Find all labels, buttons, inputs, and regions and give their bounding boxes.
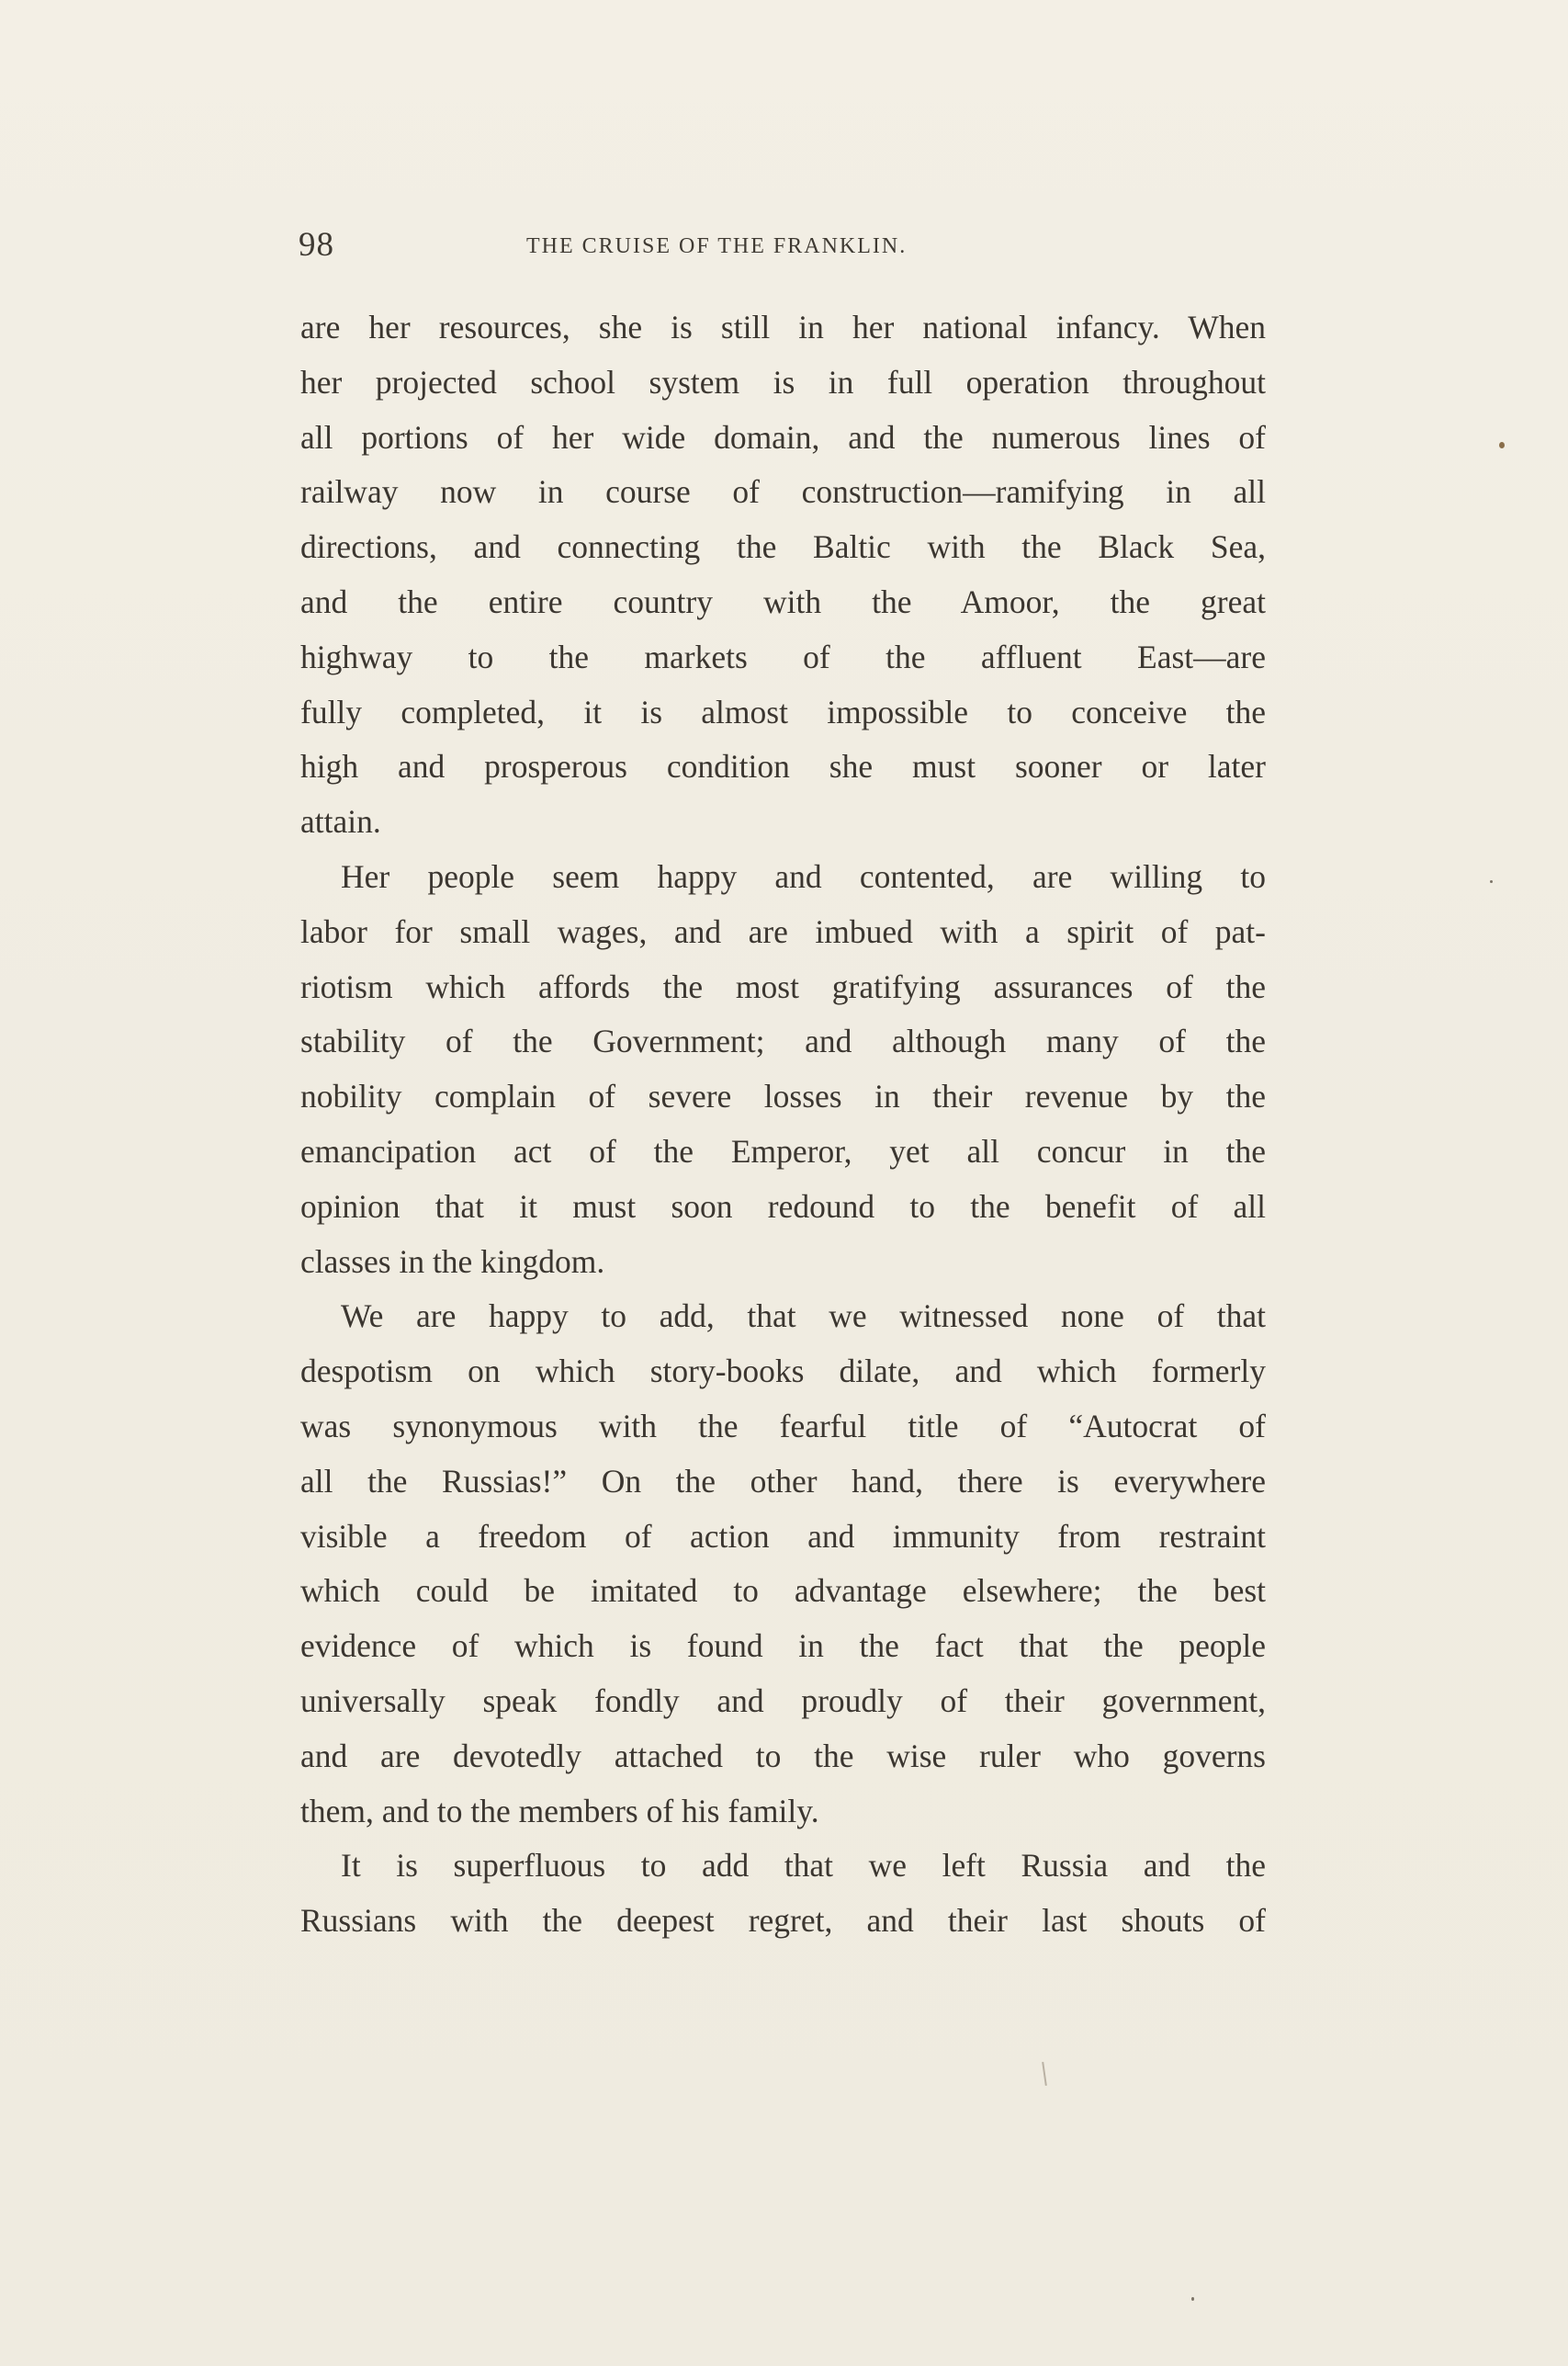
text-line: universally speak fondly and proudly of their government, bbox=[300, 1681, 1266, 1719]
text-line: all portions of her wide domain, and the numerous lines of bbox=[300, 418, 1266, 456]
body-text bbox=[300, 300, 1266, 1949]
text-line: evidence of which is found in the fact that the people bbox=[300, 1627, 1266, 1665]
ink-speck bbox=[1499, 442, 1505, 448]
text-line: Russians with the deepest regret, and their last shouts of bbox=[300, 1902, 1266, 1940]
text-line: fully completed, it is almost impossible to conceive the bbox=[300, 693, 1266, 730]
text-line: visible a freedom of action and immunity from restraint bbox=[300, 1517, 1266, 1555]
text-line: labor for small wages, and are imbued with a spirit of pat- bbox=[300, 912, 1266, 950]
text-line: and are devotedly attached to the wise ruler who governs bbox=[300, 1737, 1266, 1774]
text-line: opinion that it must soon redound to the benefit of all bbox=[300, 1187, 1266, 1225]
text-line: them, and to the members of his family. bbox=[300, 1792, 819, 1829]
text-line: railway now in course of construction—ramifying in all bbox=[300, 473, 1266, 511]
text-line: emancipation act of the Emperor, yet all concur in the bbox=[300, 1132, 1266, 1170]
text-line: which could be imitated to advantage elsewhere; the best bbox=[300, 1572, 1266, 1610]
page-header bbox=[299, 225, 1263, 271]
text-line: her projected school system is in full operation throughout bbox=[300, 363, 1266, 401]
text-line: all the Russias!” On the other hand, there is everywhere bbox=[300, 1462, 1266, 1500]
text-line: directions, and connecting the Baltic with the Black Sea, bbox=[300, 528, 1266, 566]
ink-speck bbox=[1490, 880, 1493, 883]
text-line: was synonymous with the fearful title of “Autocrat of bbox=[300, 1407, 1266, 1444]
paragraph-first-line: It is superfluous to add that we left Russia and the bbox=[341, 1847, 1266, 1885]
text-line: riotism which affords the most gratifying assurances of the bbox=[300, 968, 1266, 1005]
page-number: 98 bbox=[299, 226, 334, 264]
text-line: and the entire country with the Amoor, the great bbox=[300, 583, 1266, 620]
text-line: are her resources, she is still in her national infancy. When bbox=[300, 309, 1266, 345]
text-line: stability of the Government; and although many of the bbox=[300, 1023, 1266, 1060]
ink-speck bbox=[1191, 2297, 1194, 2301]
paragraph-first-line: Her people seem happy and contented, are willing to bbox=[341, 857, 1266, 895]
running-title: THE CRUISE OF THE FRANKLIN. bbox=[526, 234, 908, 258]
text-line: high and prosperous condition she must sooner or later bbox=[300, 748, 1266, 786]
text-line: despotism on which story-books dilate, and which formerly bbox=[300, 1353, 1266, 1390]
text-line: attain. bbox=[300, 803, 381, 841]
text-line: highway to the markets of the affluent East—are bbox=[300, 638, 1266, 675]
text-line: classes in the kingdom. bbox=[300, 1242, 605, 1280]
paper-mark bbox=[1042, 2062, 1047, 2086]
paragraph-first-line: We are happy to add, that we witnessed none of that bbox=[341, 1297, 1266, 1335]
text-line: nobility complain of severe losses in their revenue by the bbox=[300, 1078, 1266, 1115]
